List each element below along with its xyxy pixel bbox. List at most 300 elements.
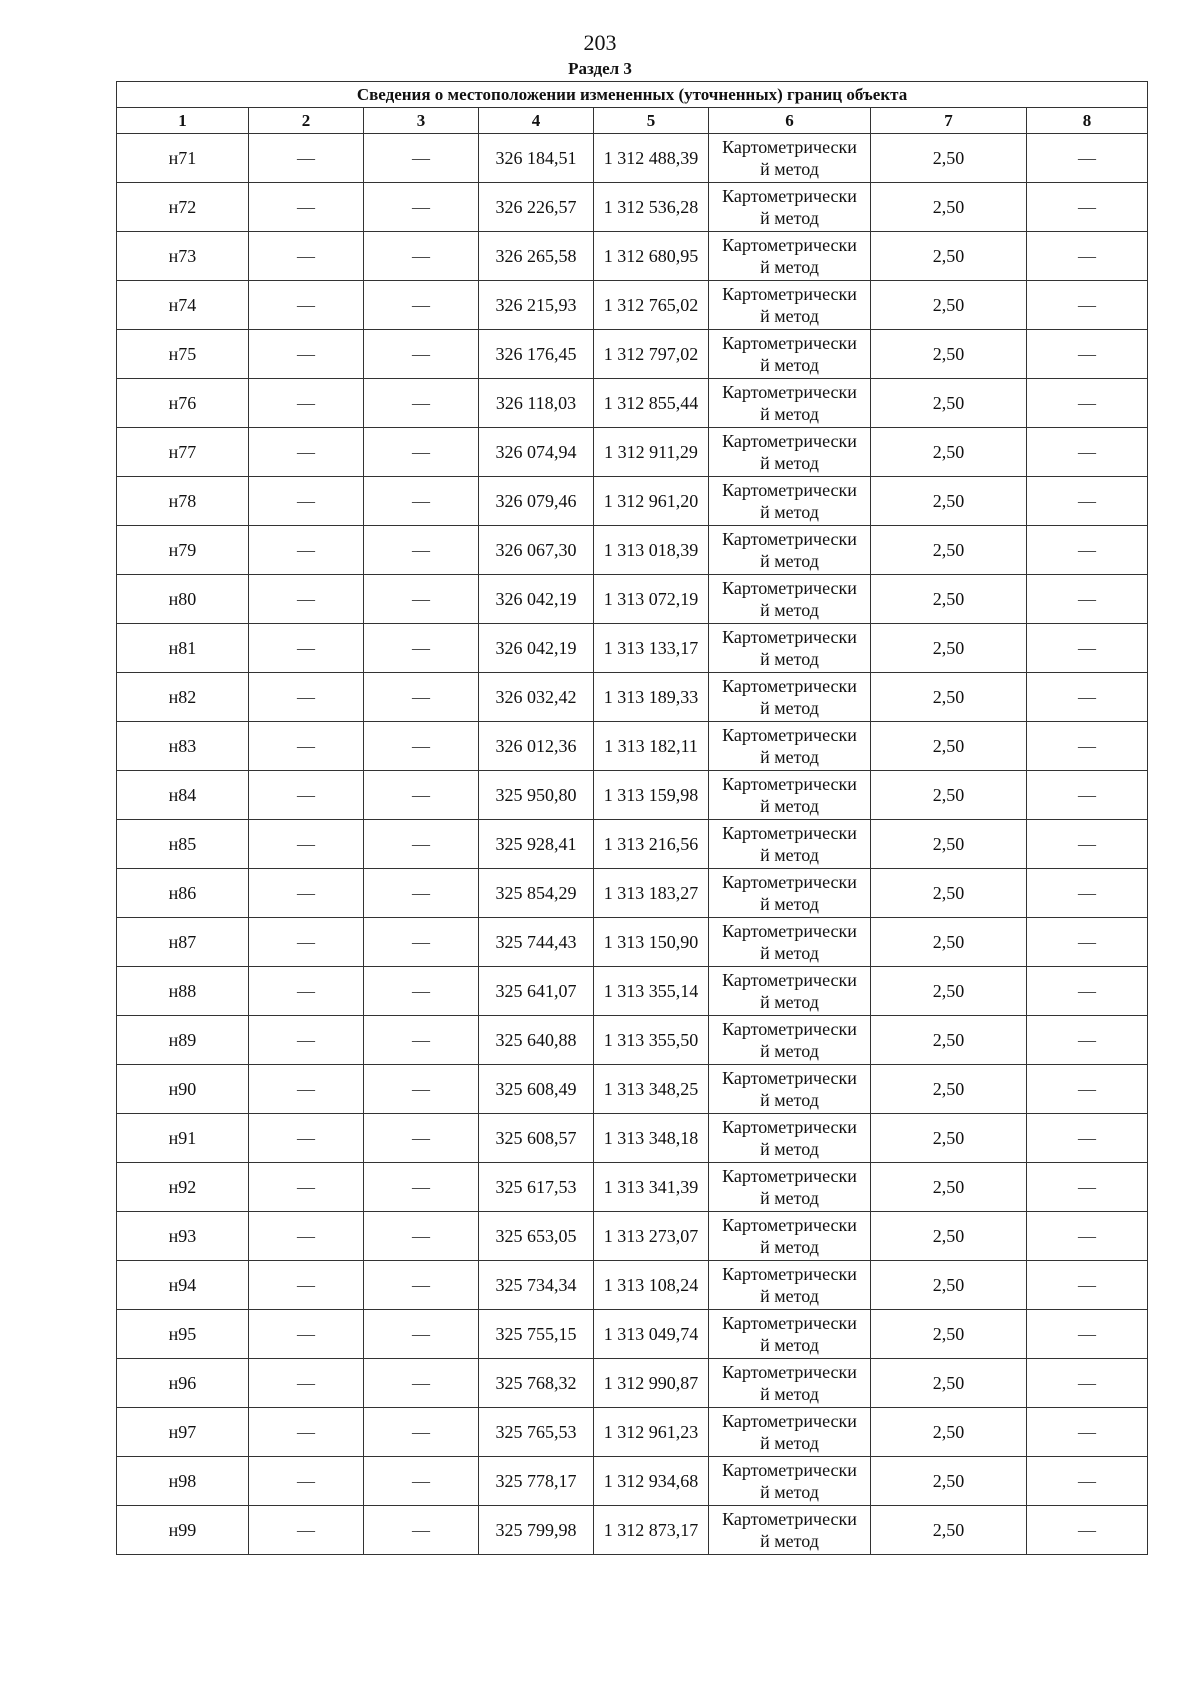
column-8-cell: — bbox=[1027, 967, 1148, 1016]
column-3-cell: — bbox=[364, 1212, 479, 1261]
x-coordinate-cell: 325 734,34 bbox=[479, 1261, 594, 1310]
method-line-1: Картометрически bbox=[722, 1362, 857, 1382]
column-2-cell: — bbox=[249, 771, 364, 820]
column-8-cell: — bbox=[1027, 281, 1148, 330]
column-2-cell: — bbox=[249, 330, 364, 379]
column-3-cell: — bbox=[364, 1261, 479, 1310]
x-coordinate-cell: 326 012,36 bbox=[479, 722, 594, 771]
column-3-cell: — bbox=[364, 1163, 479, 1212]
point-name-cell: н93 bbox=[117, 1212, 249, 1261]
y-coordinate-cell: 1 312 765,02 bbox=[594, 281, 709, 330]
point-name-cell: н89 bbox=[117, 1016, 249, 1065]
accuracy-cell: 2,50 bbox=[871, 967, 1027, 1016]
y-coordinate-cell: 1 312 680,95 bbox=[594, 232, 709, 281]
method-line-1: Картометрически bbox=[722, 431, 857, 451]
column-number: 7 bbox=[871, 108, 1027, 134]
column-8-cell: — bbox=[1027, 1065, 1148, 1114]
accuracy-cell: 2,50 bbox=[871, 575, 1027, 624]
y-coordinate-cell: 1 312 934,68 bbox=[594, 1457, 709, 1506]
table-caption: Сведения о местоположении измененных (уточненных) границ объекта bbox=[117, 82, 1148, 108]
y-coordinate-cell: 1 313 355,14 bbox=[594, 967, 709, 1016]
y-coordinate-cell: 1 313 108,24 bbox=[594, 1261, 709, 1310]
accuracy-cell: 2,50 bbox=[871, 771, 1027, 820]
column-3-cell: — bbox=[364, 673, 479, 722]
column-3-cell: — bbox=[364, 624, 479, 673]
column-3-cell: — bbox=[364, 281, 479, 330]
column-8-cell: — bbox=[1027, 1114, 1148, 1163]
point-name-cell: н71 bbox=[117, 134, 249, 183]
x-coordinate-cell: 325 765,53 bbox=[479, 1408, 594, 1457]
method-line-2: й метод bbox=[760, 306, 819, 326]
x-coordinate-cell: 325 755,15 bbox=[479, 1310, 594, 1359]
method-cell bbox=[709, 134, 871, 183]
method-cell bbox=[709, 330, 871, 379]
accuracy-cell: 2,50 bbox=[871, 918, 1027, 967]
column-8-cell: — bbox=[1027, 526, 1148, 575]
column-2-cell: — bbox=[249, 1359, 364, 1408]
y-coordinate-cell: 1 312 488,39 bbox=[594, 134, 709, 183]
column-8-cell: — bbox=[1027, 820, 1148, 869]
table-row bbox=[117, 673, 1148, 722]
y-coordinate-cell: 1 313 159,98 bbox=[594, 771, 709, 820]
y-coordinate-cell: 1 312 961,20 bbox=[594, 477, 709, 526]
column-2-cell: — bbox=[249, 1212, 364, 1261]
method-line-1: Картометрически bbox=[722, 578, 857, 598]
y-coordinate-cell: 1 313 182,11 bbox=[594, 722, 709, 771]
column-3-cell: — bbox=[364, 1408, 479, 1457]
point-name-cell: н96 bbox=[117, 1359, 249, 1408]
column-2-cell: — bbox=[249, 183, 364, 232]
x-coordinate-cell: 326 032,42 bbox=[479, 673, 594, 722]
accuracy-cell: 2,50 bbox=[871, 183, 1027, 232]
table-row bbox=[117, 428, 1148, 477]
method-cell bbox=[709, 1359, 871, 1408]
accuracy-cell: 2,50 bbox=[871, 1408, 1027, 1457]
table-row bbox=[117, 1457, 1148, 1506]
accuracy-cell: 2,50 bbox=[871, 526, 1027, 575]
y-coordinate-cell: 1 313 348,18 bbox=[594, 1114, 709, 1163]
column-3-cell: — bbox=[364, 183, 479, 232]
method-line-2: й метод bbox=[760, 1286, 819, 1306]
column-3-cell: — bbox=[364, 1310, 479, 1359]
column-3-cell: — bbox=[364, 428, 479, 477]
table-row bbox=[117, 1114, 1148, 1163]
method-cell bbox=[709, 281, 871, 330]
accuracy-cell: 2,50 bbox=[871, 1261, 1027, 1310]
column-2-cell: — bbox=[249, 1016, 364, 1065]
method-line-1: Картометрически bbox=[722, 235, 857, 255]
column-3-cell: — bbox=[364, 1359, 479, 1408]
method-cell bbox=[709, 1212, 871, 1261]
table-row bbox=[117, 575, 1148, 624]
column-8-cell: — bbox=[1027, 134, 1148, 183]
method-cell bbox=[709, 1506, 871, 1555]
method-cell bbox=[709, 232, 871, 281]
method-line-2: й метод bbox=[760, 1335, 819, 1355]
column-2-cell: — bbox=[249, 820, 364, 869]
table-row bbox=[117, 771, 1148, 820]
column-number: 1 bbox=[117, 108, 249, 134]
table-row bbox=[117, 1212, 1148, 1261]
y-coordinate-cell: 1 313 133,17 bbox=[594, 624, 709, 673]
accuracy-cell: 2,50 bbox=[871, 1359, 1027, 1408]
x-coordinate-cell: 325 854,29 bbox=[479, 869, 594, 918]
method-line-1: Картометрически bbox=[722, 676, 857, 696]
method-cell bbox=[709, 722, 871, 771]
method-cell bbox=[709, 820, 871, 869]
table-row bbox=[117, 820, 1148, 869]
x-coordinate-cell: 325 950,80 bbox=[479, 771, 594, 820]
method-line-1: Картометрически bbox=[722, 1166, 857, 1186]
method-line-2: й метод bbox=[760, 649, 819, 669]
x-coordinate-cell: 325 608,49 bbox=[479, 1065, 594, 1114]
column-2-cell: — bbox=[249, 1163, 364, 1212]
table-row bbox=[117, 1359, 1148, 1408]
column-8-cell: — bbox=[1027, 183, 1148, 232]
method-cell bbox=[709, 918, 871, 967]
table-row bbox=[117, 1261, 1148, 1310]
column-2-cell: — bbox=[249, 428, 364, 477]
method-cell bbox=[709, 869, 871, 918]
accuracy-cell: 2,50 bbox=[871, 134, 1027, 183]
method-line-1: Картометрически bbox=[722, 333, 857, 353]
method-line-2: й метод bbox=[760, 845, 819, 865]
table-row bbox=[117, 1163, 1148, 1212]
table-body bbox=[117, 134, 1148, 1555]
column-8-cell: — bbox=[1027, 1163, 1148, 1212]
column-2-cell: — bbox=[249, 281, 364, 330]
x-coordinate-cell: 326 067,30 bbox=[479, 526, 594, 575]
method-line-1: Картометрически bbox=[722, 823, 857, 843]
method-line-1: Картометрически bbox=[722, 725, 857, 745]
method-line-1: Картометрически bbox=[722, 921, 857, 941]
point-name-cell: н81 bbox=[117, 624, 249, 673]
method-line-2: й метод bbox=[760, 1090, 819, 1110]
method-cell bbox=[709, 1408, 871, 1457]
x-coordinate-cell: 325 608,57 bbox=[479, 1114, 594, 1163]
point-name-cell: н88 bbox=[117, 967, 249, 1016]
accuracy-cell: 2,50 bbox=[871, 1212, 1027, 1261]
method-line-2: й метод bbox=[760, 1188, 819, 1208]
x-coordinate-cell: 325 653,05 bbox=[479, 1212, 594, 1261]
method-cell bbox=[709, 526, 871, 575]
column-3-cell: — bbox=[364, 1114, 479, 1163]
x-coordinate-cell: 325 640,88 bbox=[479, 1016, 594, 1065]
x-coordinate-cell: 326 042,19 bbox=[479, 575, 594, 624]
column-2-cell: — bbox=[249, 1408, 364, 1457]
column-number: 6 bbox=[709, 108, 871, 134]
point-name-cell: н75 bbox=[117, 330, 249, 379]
method-line-1: Картометрически bbox=[722, 1460, 857, 1480]
point-name-cell: н92 bbox=[117, 1163, 249, 1212]
column-8-cell: — bbox=[1027, 379, 1148, 428]
accuracy-cell: 2,50 bbox=[871, 232, 1027, 281]
column-2-cell: — bbox=[249, 673, 364, 722]
point-name-cell: н91 bbox=[117, 1114, 249, 1163]
section-title: Раздел 3 bbox=[568, 59, 632, 78]
column-number: 5 bbox=[594, 108, 709, 134]
column-2-cell: — bbox=[249, 1114, 364, 1163]
point-name-cell: н87 bbox=[117, 918, 249, 967]
method-line-2: й метод bbox=[760, 1041, 819, 1061]
method-cell bbox=[709, 1310, 871, 1359]
point-name-cell: н72 bbox=[117, 183, 249, 232]
column-3-cell: — bbox=[364, 967, 479, 1016]
column-8-cell: — bbox=[1027, 1457, 1148, 1506]
accuracy-cell: 2,50 bbox=[871, 428, 1027, 477]
y-coordinate-cell: 1 313 049,74 bbox=[594, 1310, 709, 1359]
method-line-2: й метод bbox=[760, 404, 819, 424]
column-2-cell: — bbox=[249, 967, 364, 1016]
accuracy-cell: 2,50 bbox=[871, 1114, 1027, 1163]
method-line-1: Картометрически bbox=[722, 1411, 857, 1431]
column-2-cell: — bbox=[249, 1310, 364, 1359]
column-3-cell: — bbox=[364, 771, 479, 820]
method-line-2: й метод bbox=[760, 894, 819, 914]
column-2-cell: — bbox=[249, 918, 364, 967]
y-coordinate-cell: 1 313 273,07 bbox=[594, 1212, 709, 1261]
column-3-cell: — bbox=[364, 330, 479, 379]
x-coordinate-cell: 326 215,93 bbox=[479, 281, 594, 330]
point-name-cell: н82 bbox=[117, 673, 249, 722]
method-line-2: й метод bbox=[760, 1237, 819, 1257]
x-coordinate-cell: 325 928,41 bbox=[479, 820, 594, 869]
point-name-cell: н83 bbox=[117, 722, 249, 771]
method-line-1: Картометрически bbox=[722, 1117, 857, 1137]
accuracy-cell: 2,50 bbox=[871, 1016, 1027, 1065]
column-8-cell: — bbox=[1027, 918, 1148, 967]
table-row bbox=[117, 722, 1148, 771]
table-row bbox=[117, 869, 1148, 918]
column-3-cell: — bbox=[364, 526, 479, 575]
column-3-cell: — bbox=[364, 379, 479, 428]
method-line-1: Картометрически bbox=[722, 1215, 857, 1235]
accuracy-cell: 2,50 bbox=[871, 869, 1027, 918]
x-coordinate-cell: 326 118,03 bbox=[479, 379, 594, 428]
column-8-cell: — bbox=[1027, 771, 1148, 820]
table-row bbox=[117, 281, 1148, 330]
method-line-1: Картометрически bbox=[722, 1313, 857, 1333]
column-2-cell: — bbox=[249, 722, 364, 771]
column-2-cell: — bbox=[249, 526, 364, 575]
column-2-cell: — bbox=[249, 624, 364, 673]
coordinates-table bbox=[116, 81, 1148, 1555]
point-name-cell: н85 bbox=[117, 820, 249, 869]
column-8-cell: — bbox=[1027, 428, 1148, 477]
method-cell bbox=[709, 575, 871, 624]
column-2-cell: — bbox=[249, 1065, 364, 1114]
method-line-2: й метод bbox=[760, 208, 819, 228]
column-8-cell: — bbox=[1027, 1016, 1148, 1065]
method-cell bbox=[709, 1261, 871, 1310]
y-coordinate-cell: 1 312 911,29 bbox=[594, 428, 709, 477]
column-2-cell: — bbox=[249, 1261, 364, 1310]
y-coordinate-cell: 1 313 183,27 bbox=[594, 869, 709, 918]
point-name-cell: н77 bbox=[117, 428, 249, 477]
method-line-2: й метод bbox=[760, 1139, 819, 1159]
method-line-2: й метод bbox=[760, 747, 819, 767]
point-name-cell: н99 bbox=[117, 1506, 249, 1555]
accuracy-cell: 2,50 bbox=[871, 820, 1027, 869]
column-number: 8 bbox=[1027, 108, 1148, 134]
accuracy-cell: 2,50 bbox=[871, 722, 1027, 771]
method-line-1: Картометрически bbox=[722, 137, 857, 157]
column-3-cell: — bbox=[364, 1016, 479, 1065]
method-cell bbox=[709, 673, 871, 722]
method-cell bbox=[709, 477, 871, 526]
accuracy-cell: 2,50 bbox=[871, 624, 1027, 673]
method-line-2: й метод bbox=[760, 551, 819, 571]
x-coordinate-cell: 326 079,46 bbox=[479, 477, 594, 526]
column-8-cell: — bbox=[1027, 1359, 1148, 1408]
method-line-1: Картометрически bbox=[722, 872, 857, 892]
point-name-cell: н97 bbox=[117, 1408, 249, 1457]
accuracy-cell: 2,50 bbox=[871, 379, 1027, 428]
point-name-cell: н86 bbox=[117, 869, 249, 918]
method-line-2: й метод bbox=[760, 257, 819, 277]
column-2-cell: — bbox=[249, 1457, 364, 1506]
method-line-1: Картометрически bbox=[722, 627, 857, 647]
table-row bbox=[117, 379, 1148, 428]
column-3-cell: — bbox=[364, 1457, 479, 1506]
column-8-cell: — bbox=[1027, 624, 1148, 673]
x-coordinate-cell: 326 042,19 bbox=[479, 624, 594, 673]
method-cell bbox=[709, 379, 871, 428]
y-coordinate-cell: 1 313 355,50 bbox=[594, 1016, 709, 1065]
column-number: 4 bbox=[479, 108, 594, 134]
method-line-2: й метод bbox=[760, 1384, 819, 1404]
table-row bbox=[117, 477, 1148, 526]
table-row bbox=[117, 526, 1148, 575]
method-line-1: Картометрически bbox=[722, 1509, 857, 1529]
method-line-2: й метод bbox=[760, 992, 819, 1012]
column-3-cell: — bbox=[364, 1506, 479, 1555]
y-coordinate-cell: 1 312 536,28 bbox=[594, 183, 709, 232]
point-name-cell: н78 bbox=[117, 477, 249, 526]
point-name-cell: н79 bbox=[117, 526, 249, 575]
point-name-cell: н74 bbox=[117, 281, 249, 330]
x-coordinate-cell: 325 768,32 bbox=[479, 1359, 594, 1408]
method-cell bbox=[709, 1114, 871, 1163]
table-row bbox=[117, 1506, 1148, 1555]
column-8-cell: — bbox=[1027, 1506, 1148, 1555]
method-line-2: й метод bbox=[760, 1482, 819, 1502]
method-line-1: Картометрически bbox=[722, 382, 857, 402]
column-3-cell: — bbox=[364, 134, 479, 183]
x-coordinate-cell: 326 184,51 bbox=[479, 134, 594, 183]
x-coordinate-cell: 325 778,17 bbox=[479, 1457, 594, 1506]
method-line-1: Картометрически bbox=[722, 480, 857, 500]
x-coordinate-cell: 325 799,98 bbox=[479, 1506, 594, 1555]
column-3-cell: — bbox=[364, 575, 479, 624]
method-line-1: Картометрически bbox=[722, 1264, 857, 1284]
method-cell bbox=[709, 428, 871, 477]
y-coordinate-cell: 1 312 990,87 bbox=[594, 1359, 709, 1408]
column-2-cell: — bbox=[249, 232, 364, 281]
column-2-cell: — bbox=[249, 869, 364, 918]
table-row bbox=[117, 330, 1148, 379]
method-cell bbox=[709, 1457, 871, 1506]
column-8-cell: — bbox=[1027, 330, 1148, 379]
column-8-cell: — bbox=[1027, 1261, 1148, 1310]
column-3-cell: — bbox=[364, 918, 479, 967]
point-name-cell: н98 bbox=[117, 1457, 249, 1506]
point-name-cell: н95 bbox=[117, 1310, 249, 1359]
method-line-2: й метод bbox=[760, 698, 819, 718]
method-cell bbox=[709, 1163, 871, 1212]
y-coordinate-cell: 1 312 961,23 bbox=[594, 1408, 709, 1457]
accuracy-cell: 2,50 bbox=[871, 1310, 1027, 1359]
method-line-1: Картометрически bbox=[722, 970, 857, 990]
column-8-cell: — bbox=[1027, 477, 1148, 526]
method-line-1: Картометрически bbox=[722, 186, 857, 206]
method-line-2: й метод bbox=[760, 502, 819, 522]
column-2-cell: — bbox=[249, 477, 364, 526]
y-coordinate-cell: 1 312 873,17 bbox=[594, 1506, 709, 1555]
x-coordinate-cell: 326 265,58 bbox=[479, 232, 594, 281]
column-3-cell: — bbox=[364, 477, 479, 526]
column-2-cell: — bbox=[249, 575, 364, 624]
y-coordinate-cell: 1 313 018,39 bbox=[594, 526, 709, 575]
accuracy-cell: 2,50 bbox=[871, 1065, 1027, 1114]
column-3-cell: — bbox=[364, 869, 479, 918]
column-number: 3 bbox=[364, 108, 479, 134]
point-name-cell: н73 bbox=[117, 232, 249, 281]
column-3-cell: — bbox=[364, 722, 479, 771]
table-row bbox=[117, 232, 1148, 281]
point-name-cell: н80 bbox=[117, 575, 249, 624]
column-8-cell: — bbox=[1027, 1310, 1148, 1359]
y-coordinate-cell: 1 313 341,39 bbox=[594, 1163, 709, 1212]
column-number: 2 bbox=[249, 108, 364, 134]
column-3-cell: — bbox=[364, 1065, 479, 1114]
column-8-cell: — bbox=[1027, 722, 1148, 771]
table-row bbox=[117, 1310, 1148, 1359]
accuracy-cell: 2,50 bbox=[871, 330, 1027, 379]
method-line-1: Картометрически bbox=[722, 1019, 857, 1039]
method-line-2: й метод bbox=[760, 943, 819, 963]
column-8-cell: — bbox=[1027, 869, 1148, 918]
method-line-2: й метод bbox=[760, 453, 819, 473]
accuracy-cell: 2,50 bbox=[871, 1457, 1027, 1506]
x-coordinate-cell: 326 074,94 bbox=[479, 428, 594, 477]
y-coordinate-cell: 1 313 072,19 bbox=[594, 575, 709, 624]
table-row bbox=[117, 1016, 1148, 1065]
method-cell bbox=[709, 624, 871, 673]
accuracy-cell: 2,50 bbox=[871, 673, 1027, 722]
table-row bbox=[117, 918, 1148, 967]
table-row bbox=[117, 183, 1148, 232]
method-cell bbox=[709, 771, 871, 820]
column-2-cell: — bbox=[249, 379, 364, 428]
column-2-cell: — bbox=[249, 1506, 364, 1555]
method-cell bbox=[709, 1065, 871, 1114]
column-3-cell: — bbox=[364, 820, 479, 869]
accuracy-cell: 2,50 bbox=[871, 1506, 1027, 1555]
method-cell bbox=[709, 183, 871, 232]
x-coordinate-cell: 325 617,53 bbox=[479, 1163, 594, 1212]
x-coordinate-cell: 326 226,57 bbox=[479, 183, 594, 232]
table-row bbox=[117, 624, 1148, 673]
column-3-cell: — bbox=[364, 232, 479, 281]
method-line-2: й метод bbox=[760, 159, 819, 179]
column-8-cell: — bbox=[1027, 1212, 1148, 1261]
point-name-cell: н94 bbox=[117, 1261, 249, 1310]
method-line-1: Картометрически bbox=[722, 1068, 857, 1088]
y-coordinate-cell: 1 312 855,44 bbox=[594, 379, 709, 428]
accuracy-cell: 2,50 bbox=[871, 281, 1027, 330]
method-line-2: й метод bbox=[760, 1531, 819, 1551]
